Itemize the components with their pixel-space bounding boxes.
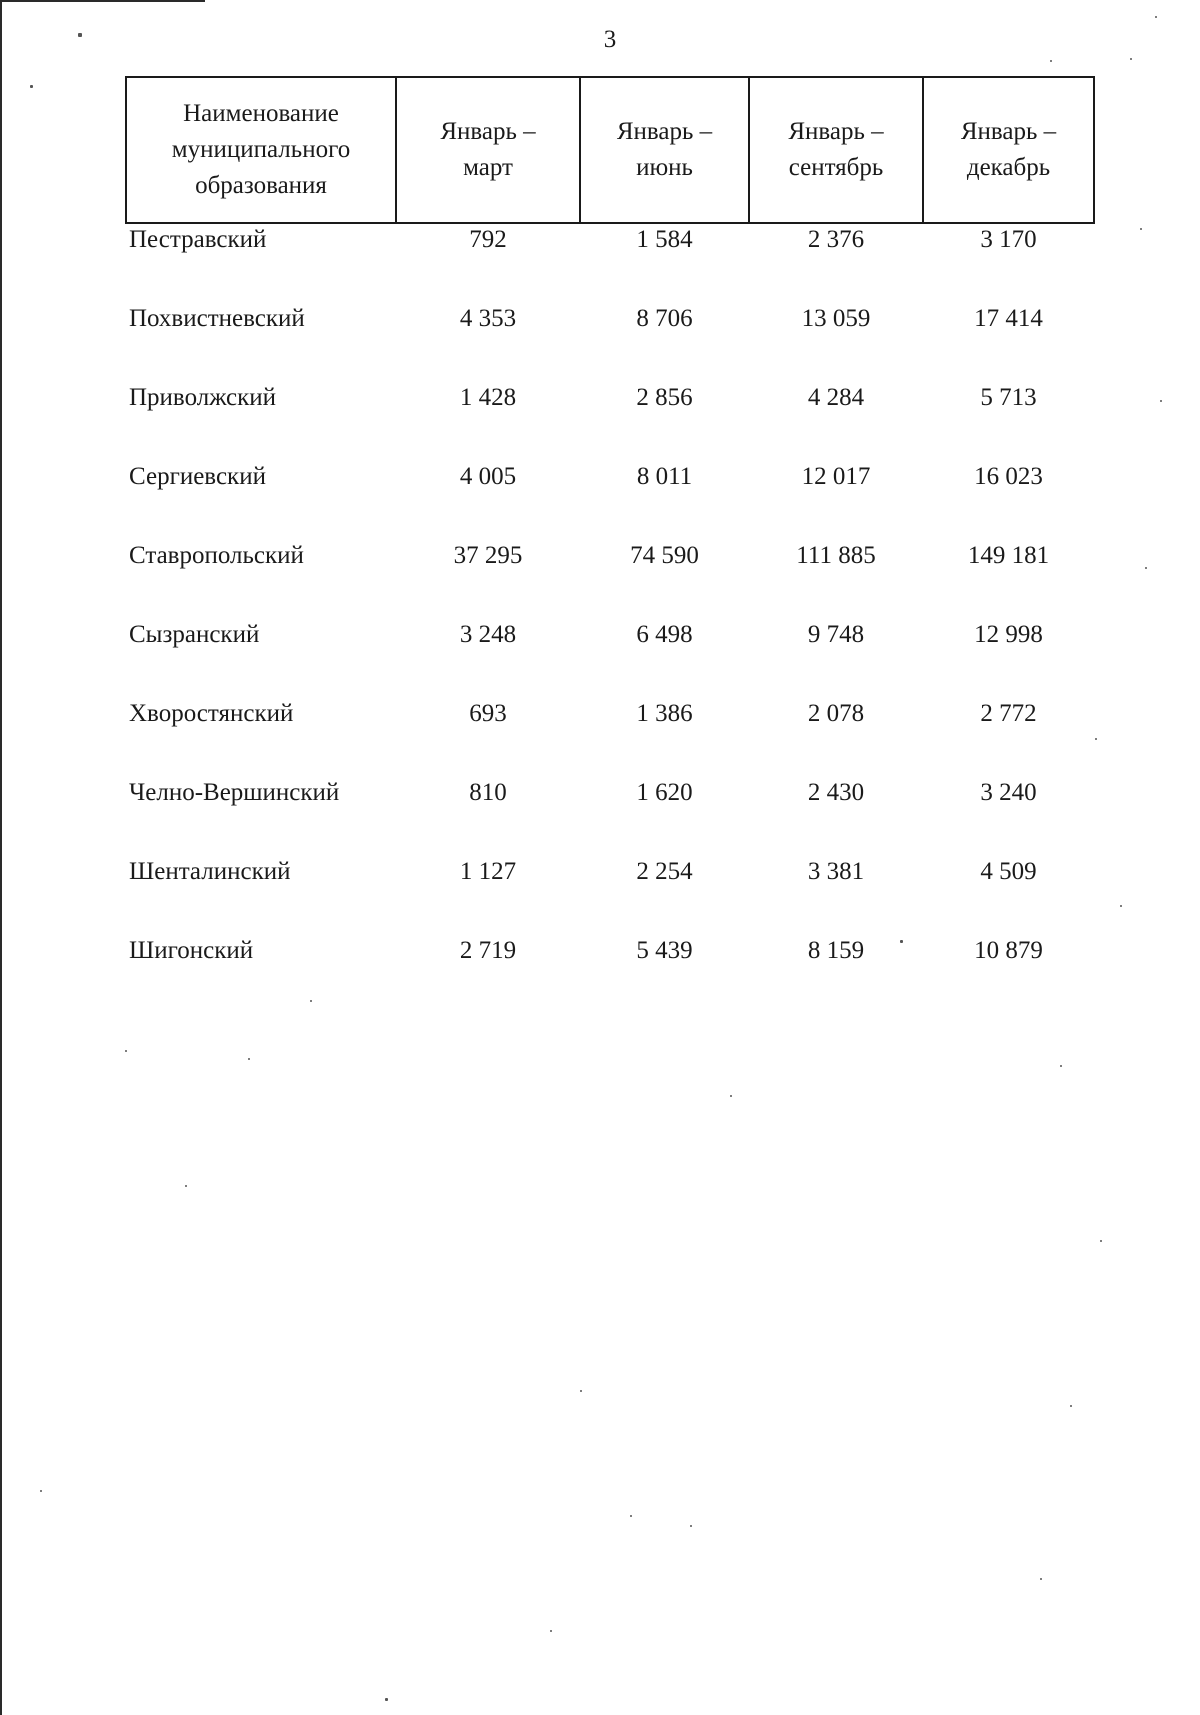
table-row [126,540,1094,619]
value-jan-jun: 5 439 [636,937,693,964]
table-row [126,698,1094,777]
value-jan-sep: 2 376 [807,226,865,253]
scan-speck [1160,400,1162,402]
value-jan-mar: 1 428 [459,384,517,411]
table-row [126,382,1094,461]
value-jan-dec: 149 181 [967,542,1050,569]
scan-speck [1155,16,1157,18]
scan-speck [248,1058,250,1060]
scan-speck [550,1630,552,1632]
value-jan-mar: 2 719 [459,937,517,964]
scan-speck [900,940,903,943]
value-jan-sep: 4 284 [807,384,865,411]
value-jan-jun: 8 706 [636,305,693,332]
municipality-name: Сызранский [129,621,260,648]
scan-speck [730,1095,732,1097]
municipality-name: Сергиевский [129,463,266,490]
value-jan-sep: 2 078 [807,700,865,727]
municipality-name: Приволжский [129,384,277,411]
value-jan-sep: 13 059 [801,305,871,332]
value-jan-mar: 3 248 [459,621,517,648]
scan-speck [185,1185,187,1187]
value-jan-sep: 111 885 [796,542,876,569]
value-jan-dec: 17 414 [974,305,1043,332]
value-jan-dec: 3 240 [980,779,1037,806]
value-jan-dec: 5 713 [980,384,1037,411]
scan-speck [1100,1240,1102,1242]
municipality-name: Ставропольский [129,542,304,569]
value-jan-jun: 1 620 [636,779,693,806]
table-header-row [126,77,1094,223]
table-row [126,935,1094,1014]
table-row [126,619,1094,698]
municipality-name: Шигонский [129,937,254,964]
scan-speck [1095,738,1097,740]
municipal-data-table [125,76,1095,1014]
scan-speck [385,1698,388,1701]
scan-left-edge [0,0,2,1715]
value-jan-dec: 12 998 [974,621,1043,648]
scan-top-edge [0,0,205,2]
value-jan-dec: 2 772 [980,700,1037,727]
scan-speck [310,1000,312,1002]
value-jan-mar: 37 295 [453,542,523,569]
value-jan-sep: 2 430 [807,779,865,806]
scan-speck [30,85,33,88]
value-jan-sep: 8 159 [807,937,865,964]
municipality-name: Шенталинский [129,858,291,885]
municipality-name: Хворостянский [129,700,294,727]
municipality-name: Пестравский [129,226,267,253]
value-jan-dec: 3 170 [980,226,1037,253]
scan-speck [580,1390,582,1392]
header-jan-jun: Январь – июнь [580,77,749,223]
scan-speck [690,1525,692,1527]
header-jan-dec: Январь – декабрь [923,77,1094,223]
value-jan-dec: 16 023 [974,463,1043,490]
value-jan-jun: 2 856 [636,384,693,411]
value-jan-mar: 792 [469,226,507,253]
table-row [126,223,1094,303]
value-jan-mar: 693 [469,700,507,727]
value-jan-mar: 4 353 [459,305,517,332]
value-jan-dec: 10 879 [974,937,1043,964]
value-jan-jun: 8 011 [636,463,693,490]
value-jan-jun: 1 584 [636,226,693,253]
scan-speck [1070,1405,1072,1407]
value-jan-jun: 6 498 [636,621,693,648]
header-municipality: Наименование муниципального образования [126,77,396,223]
value-jan-sep: 9 748 [807,621,865,648]
value-jan-dec: 4 509 [980,858,1037,885]
table-row [126,461,1094,540]
scan-speck [1145,567,1147,569]
header-jan-mar: Январь – март [396,77,580,223]
value-jan-sep: 12 017 [801,463,871,490]
value-jan-jun: 1 386 [636,700,693,727]
scan-speck [40,1490,42,1492]
municipality-name: Челно-Вершинский [129,779,340,806]
scan-speck [1120,905,1122,907]
scan-speck [1140,228,1142,230]
value-jan-jun: 2 254 [636,858,693,885]
scan-speck [630,1515,632,1517]
value-jan-jun: 74 590 [630,542,699,569]
scan-speck [78,33,82,37]
value-jan-mar: 1 127 [459,858,517,885]
header-jan-sep: Январь – сентябрь [749,77,923,223]
value-jan-mar: 810 [469,779,507,806]
table-row [126,856,1094,935]
page-number: 3 [603,26,617,53]
scan-speck [1060,1065,1062,1067]
table-row [126,303,1094,382]
municipality-name: Похвистневский [129,305,305,332]
scan-speck [125,1050,127,1052]
scan-speck [1130,58,1132,60]
value-jan-mar: 4 005 [459,463,517,490]
value-jan-sep: 3 381 [807,858,865,885]
scan-speck [1040,1578,1042,1580]
table-row [126,777,1094,856]
scan-speck [1050,60,1052,62]
